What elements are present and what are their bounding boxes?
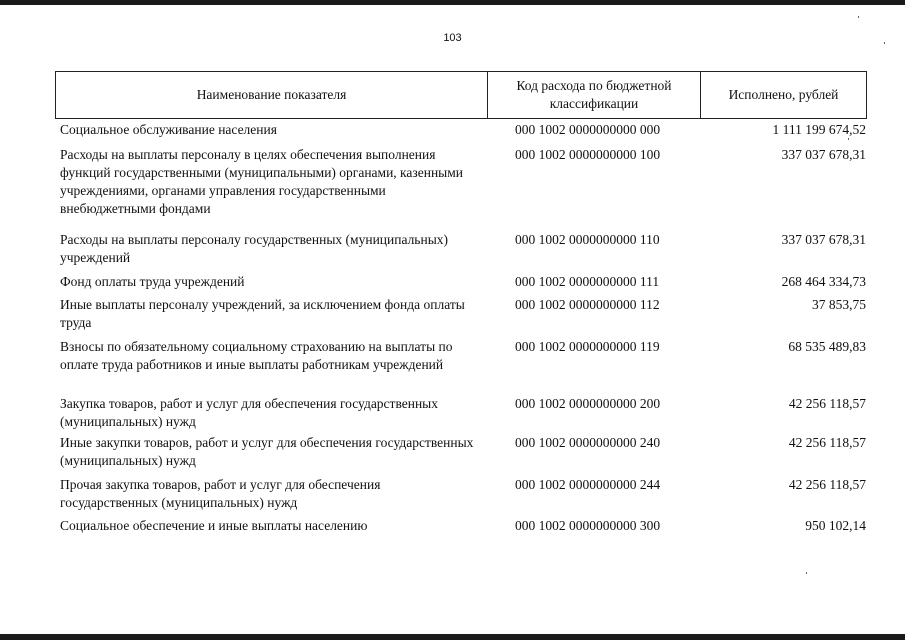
budget-code: 000 1002 0000000000 244 bbox=[515, 477, 661, 492]
executed-amount: 337 037 678,31 bbox=[781, 147, 866, 162]
budget-code: 000 1002 0000000000 240 bbox=[515, 435, 661, 450]
indicator-name: Расходы на выплаты персоналу в целях обеспечения выполнения функций государственными (муниципальными) органами, казенными учреждениями, органами управления государственными внебюджетными фондами bbox=[60, 147, 464, 216]
executed-amount: 337 037 678,31 bbox=[781, 232, 866, 247]
indicator-name: Фонд оплаты труда учреждений bbox=[60, 274, 245, 289]
executed-amount: 37 853,75 bbox=[812, 297, 866, 312]
executed-amount: 42 256 118,57 bbox=[788, 435, 866, 450]
indicator-name: Иные закупки товаров, работ и услуг для обеспечения государственных (муниципальных) нужд bbox=[60, 435, 474, 468]
indicator-name: Взносы по обязательному социальному страхованию на выплаты по оплате труда работников и иные выплаты работникам учреждений bbox=[60, 339, 453, 372]
indicator-name: Социальное обеспечение и иные выплаты населению bbox=[60, 518, 368, 533]
scan-speck bbox=[806, 572, 807, 574]
scan-top-border bbox=[0, 0, 905, 5]
budget-code: 000 1002 0000000000 112 bbox=[515, 297, 660, 312]
budget-code: 000 1002 0000000000 111 bbox=[515, 274, 660, 289]
indicator-name: Социальное обслуживание населения bbox=[60, 122, 277, 137]
executed-amount: 268 464 334,73 bbox=[781, 274, 866, 289]
indicator-name: Прочая закупка товаров, работ и услуг для обеспечения государственных (муниципальных) нужд bbox=[60, 477, 381, 510]
scan-speck bbox=[858, 16, 859, 18]
executed-amount: 42 256 118,57 bbox=[788, 396, 866, 411]
budget-code: 000 1002 0000000000 200 bbox=[515, 396, 661, 411]
executed-amount: 68 535 489,83 bbox=[788, 339, 866, 354]
budget-code: 000 1002 0000000000 300 bbox=[515, 518, 661, 533]
budget-code: 000 1002 0000000000 119 bbox=[515, 339, 660, 354]
executed-amount: 950 102,14 bbox=[805, 518, 866, 533]
budget-code: 000 1002 0000000000 110 bbox=[515, 232, 660, 247]
header-name: Наименование показателя bbox=[56, 72, 488, 118]
page-number: 103 bbox=[443, 32, 462, 44]
executed-amount: 1 111 199 674,52 bbox=[772, 122, 866, 137]
budget-code: 000 1002 0000000000 100 bbox=[515, 147, 661, 162]
header-amount: Исполнено, рублей bbox=[728, 87, 839, 102]
indicator-name: Расходы на выплаты персоналу государственных (муниципальных) учреждений bbox=[60, 232, 449, 265]
table-header bbox=[55, 71, 867, 119]
budget-code: 000 1002 0000000000 000 bbox=[515, 122, 661, 137]
executed-amount: 42 256 118,57 bbox=[788, 477, 866, 492]
indicator-name: Закупка товаров, работ и услуг для обеспечения государственных (муниципальных) нужд bbox=[60, 396, 439, 429]
indicator-name: Иные выплаты персоналу учреждений, за исключением фонда оплаты труда bbox=[60, 297, 465, 330]
header-code: Код расхода по бюджетной классификации bbox=[488, 72, 701, 118]
scan-bottom-border bbox=[0, 634, 905, 640]
